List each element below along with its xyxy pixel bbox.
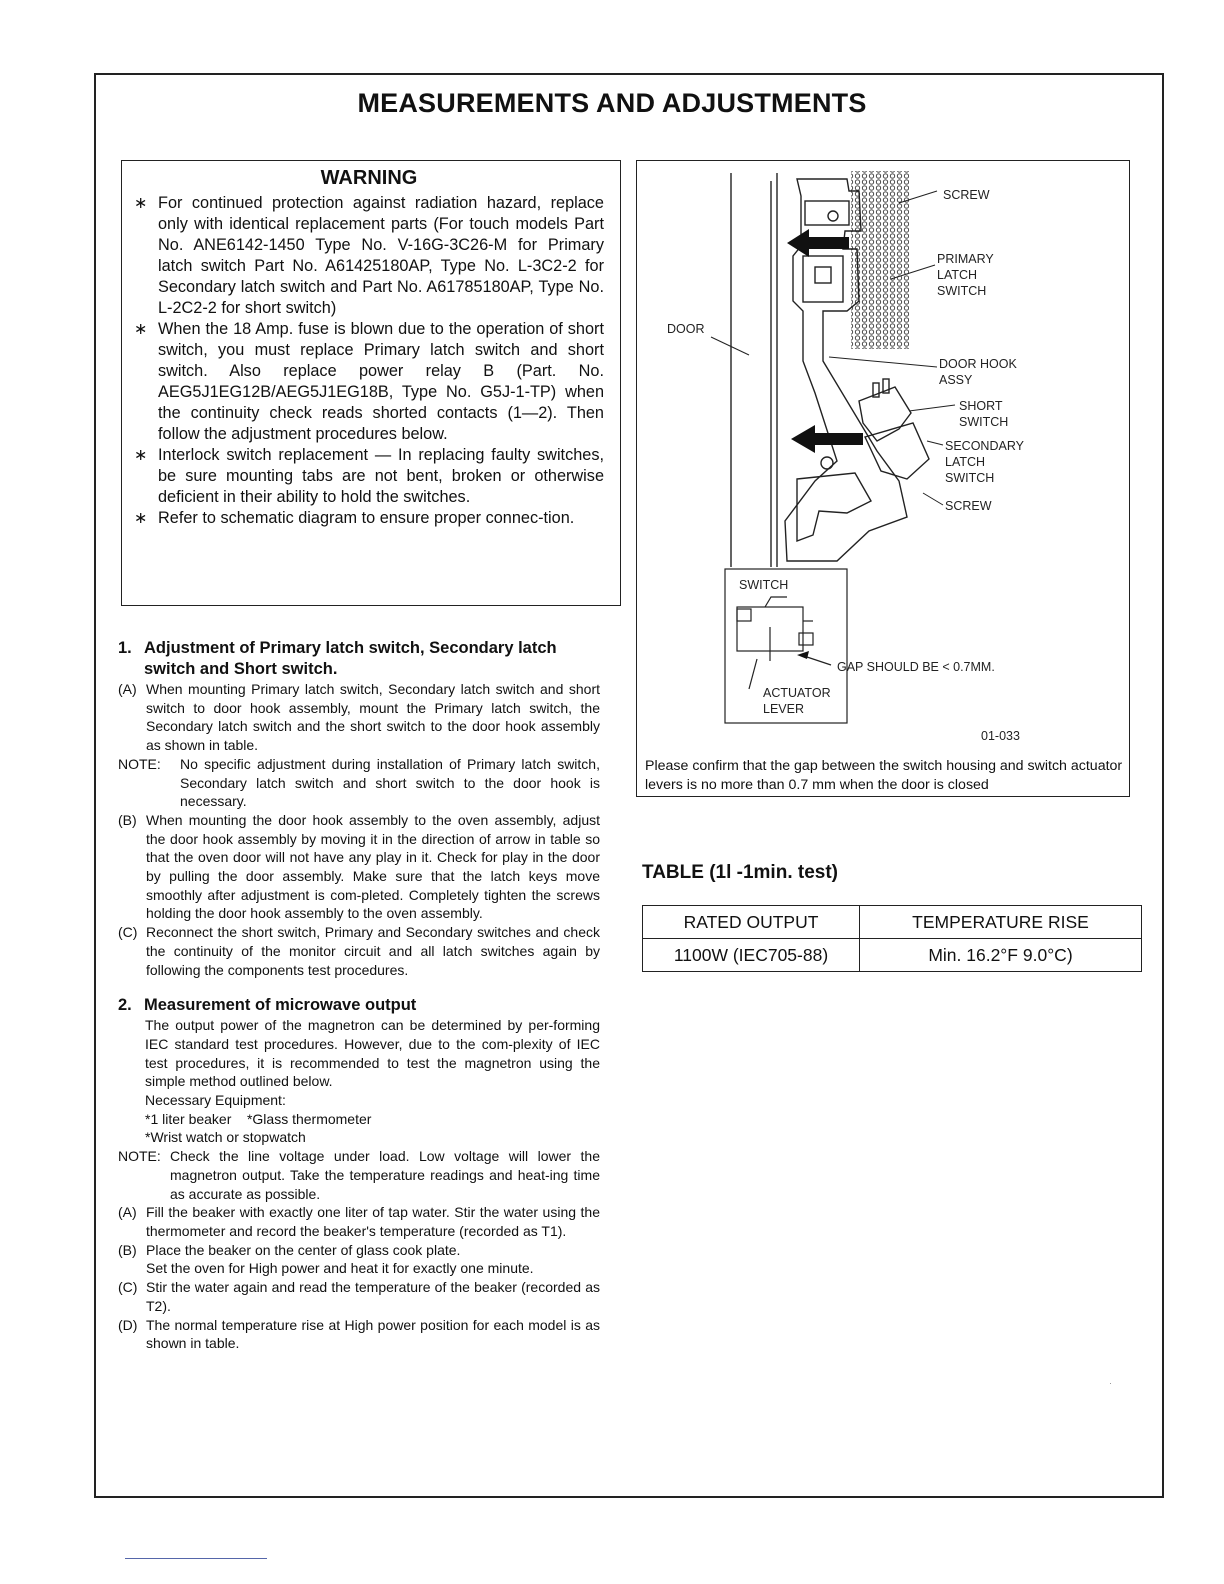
section-1-step-b: [118, 811, 600, 923]
figure-id: 01-033: [981, 729, 1020, 743]
label-secondary-3: SWITCH: [945, 471, 995, 485]
equipment-list: [118, 1110, 600, 1129]
switch-contact: [815, 267, 831, 283]
label-primary-3: SWITCH: [937, 284, 987, 298]
instructions-column: [118, 638, 600, 1353]
switch-assembly-diagram: [637, 161, 1131, 761]
gap-arrow-icon: [797, 651, 809, 659]
step-label: (D): [118, 1316, 138, 1333]
table-cell: Min. 16.2°F 9.0°C): [860, 939, 1142, 972]
label-switch: SWITCH: [739, 578, 789, 592]
table-cell: 1100W (IEC705-88): [643, 939, 860, 972]
label-short-2: SWITCH: [959, 415, 1009, 429]
latch-bracket: [797, 473, 871, 541]
screw-head: [828, 211, 838, 221]
label-door-hook-2: ASSY: [939, 373, 973, 387]
step-label: (C): [118, 1279, 138, 1296]
label-secondary-1: SECONDARY: [945, 439, 1024, 453]
section-2-step-d: [118, 1316, 600, 1353]
note-text: Check the line voltage under load. Low voltage will lower the magnetron output. Take the temperature readings and heat-ing time as accurate as possible.: [170, 1148, 600, 1202]
temperature-rise-table: [642, 905, 1142, 972]
section-2-intro: The output power of the magnetron can be determined by per-forming IEC standard test procedures. However, due to the com-plexity of IEC test procedures, it is recommended to test the magnetron using the simple method outlined below.: [145, 1017, 600, 1090]
actuator-lever: [765, 597, 787, 607]
switch-diagram-figure: [636, 160, 1130, 797]
asterisk-bullet-icon: ∗: [134, 510, 148, 527]
section-2-note: [118, 1147, 600, 1203]
primary-latch-switch: [803, 256, 843, 302]
step-label: (A): [118, 681, 137, 697]
label-actuator-2: LEVER: [763, 702, 804, 716]
section-number: 2.: [118, 996, 132, 1015]
asterisk-bullet-icon: ∗: [134, 195, 148, 212]
asterisk-bullet-icon: ∗: [134, 321, 148, 338]
leader-line: [927, 441, 943, 445]
equipment-item: *Wrist watch or stopwatch: [145, 1129, 306, 1146]
scan-speck: [1110, 1383, 1111, 1384]
section-heading-text: Measurement of microwave output: [144, 996, 417, 1015]
section-2-heading: [118, 995, 600, 1016]
actuator-lever: [749, 659, 757, 689]
warning-text: When the 18 Amp. fuse is blown due to the operation of short switch, you must replace Primary latch switch and short switch. Also replace power relay B (Part. No. AEG5J1EG12B/AEG5J1EG18B, Type No. G5J-1-TP) when the continuity check reads shorted contacts (1—2). Then follow the adjustment procedures below.: [158, 320, 604, 443]
step-label: (A): [118, 1204, 137, 1221]
secondary-latch-switch: [865, 423, 929, 479]
section-1-step-c: [118, 923, 600, 979]
table-row: [643, 939, 1142, 972]
switch-contact: [737, 609, 751, 621]
label-short-1: SHORT: [959, 399, 1003, 413]
section-2-step-b: [118, 1241, 600, 1278]
warning-item: [134, 319, 604, 445]
warning-text: For continued protection against radiation hazard, replace only with identical replacement parts (For touch models Part No. ANE6142-1450 Type No. V-16G-3C26-M for Primary latch switch Part No. A61425180AP, Type No. L-3C2-2 for Secondary latch switch and Part No. A61785180AP, Type No. L-2C2-2 for short switch): [158, 194, 604, 317]
label-door: DOOR: [667, 322, 705, 336]
leader-line: [829, 357, 937, 367]
warning-text: Refer to schematic diagram to ensure proper connec-tion.: [158, 509, 575, 527]
mount-bracket: [805, 201, 849, 225]
step-text: Fill the beaker with exactly one liter of tap water. Stir the water using the thermometer and record the beaker's temperature (recorded as T1).: [146, 1204, 600, 1239]
section-1-step-a: [118, 680, 600, 755]
label-actuator-1: ACTUATOR: [763, 686, 831, 700]
page-title: MEASUREMENTS AND ADJUSTMENTS: [357, 88, 867, 118]
section-1-note: [118, 755, 600, 811]
equipment-label: Necessary Equipment:: [145, 1092, 286, 1109]
step-label: (B): [118, 1241, 137, 1258]
warning-item: [134, 508, 604, 529]
step-text: The normal temperature rise at High power position for each model is as shown in table.: [146, 1316, 600, 1352]
column-header: TEMPERATURE RISE: [860, 906, 1142, 939]
label-primary-1: PRIMARY: [937, 252, 994, 266]
equipment-item: *Glass thermometer: [246, 1110, 372, 1127]
step-text: Stir the water again and read the temperature of the beaker (recorded as T2).: [146, 1279, 600, 1314]
label-door-hook-1: DOOR HOOK: [939, 357, 1017, 371]
screw-head: [821, 457, 833, 469]
label-gap: GAP SHOULD BE < 0.7MM.: [837, 660, 995, 674]
column-header: RATED OUTPUT: [643, 906, 860, 939]
leader-line: [711, 337, 749, 355]
step-label: (B): [118, 811, 137, 828]
note-label: NOTE:: [118, 755, 161, 772]
asterisk-bullet-icon: ∗: [134, 447, 148, 464]
step-text: Reconnect the short switch, Primary and Secondary switches and check the continuity of the monitor circuit and all latch switches again by following the components test procedures.: [146, 924, 600, 978]
step-text-line: Set the oven for High power and heat it for exactly one minute.: [146, 1260, 534, 1277]
table-header-row: [643, 906, 1142, 939]
warning-item: [134, 193, 604, 319]
step-text: [146, 1241, 600, 1278]
label-screw-top: SCREW: [943, 188, 990, 202]
figure-caption: Please confirm that the gap between the switch housing and switch actuator levers is no more than 0.7 mm when the door is closed: [645, 758, 1123, 793]
note-text: No specific adjustment during installation of Primary latch switch, Secondary latch switch and short switch to the door hook is necessary.: [180, 755, 600, 810]
warning-text: Interlock switch replacement — In replacing faulty switches, be sure mounting tabs are not bent, broken or otherwise deficient in their ability to hold the switches.: [158, 446, 604, 506]
section-1-heading: [118, 638, 600, 680]
warning-item: [134, 445, 604, 508]
leader-line: [923, 493, 943, 505]
label-primary-2: LATCH: [937, 268, 978, 282]
step-text: When mounting Primary latch switch, Secondary latch switch and short switch to door hook assembly, mount the Primary latch switch, the Secondary latch switch and the short switch to the door hook assembly as shown in table.: [146, 681, 600, 754]
warning-title: WARNING: [320, 167, 418, 189]
leader-line: [909, 405, 955, 411]
equipment-item: *1 liter beaker: [145, 1110, 232, 1127]
switch-contact: [799, 633, 813, 645]
section-number: 1.: [118, 639, 132, 657]
footer-rule: [125, 1558, 267, 1559]
table-title: TABLE (1l -1min. test): [642, 862, 838, 883]
section-2-step-c: [118, 1278, 600, 1315]
label-secondary-2: LATCH: [945, 455, 986, 469]
step-label: (C): [118, 924, 138, 941]
step-text-line: Place the beaker on the center of glass cook plate.: [146, 1241, 461, 1258]
section-heading-text: Adjustment of Primary latch switch, Secondary latch switch and Short switch.: [144, 639, 557, 678]
warning-box: [121, 160, 621, 606]
label-screw-bottom: SCREW: [945, 499, 992, 513]
step-text: When mounting the door hook assembly to the oven assembly, adjust the door hook assembly by moving it in the direction of arrow in table so that the oven door will not have any play in it. Check for play in the door by pulling the door assembly. Make sure that the latch keys move smoothly after adjustment is com-pleted. Completely tighten the screws holding the door hook assembly to the oven assembly.: [146, 811, 600, 922]
section-2-step-a: [118, 1203, 600, 1240]
note-label: NOTE:: [118, 1148, 161, 1165]
